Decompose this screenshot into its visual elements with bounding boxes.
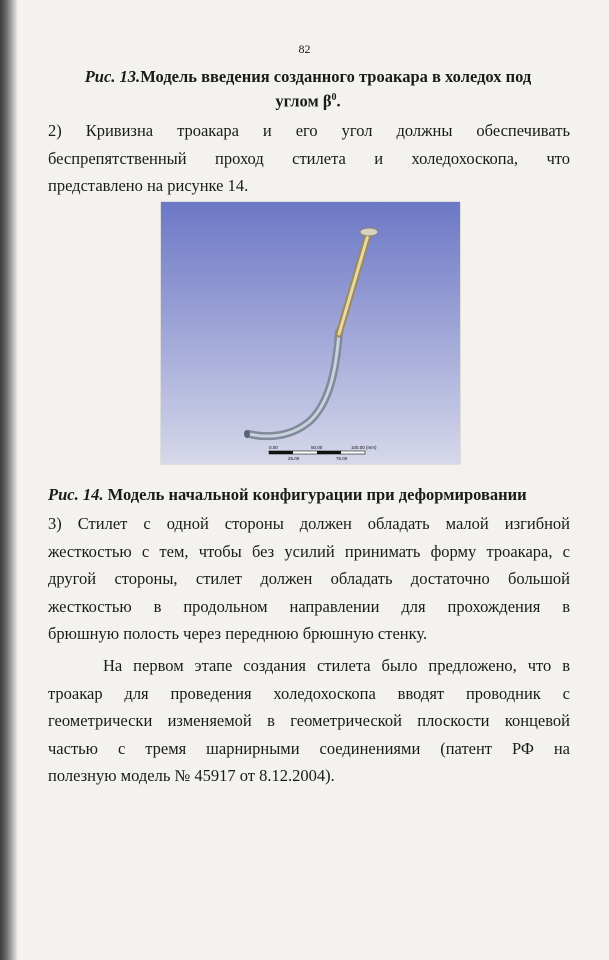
figure-13-text-2: углом β xyxy=(275,91,332,111)
paragraph-4 xyxy=(48,652,570,790)
paragraph-3-line: жесткостью с тем, чтобы без усилий принимать форму троакара, с xyxy=(48,541,570,561)
figure-14-image xyxy=(161,202,460,464)
paragraph-4-line: частью с тремя шарнирными соединениями (патент РФ на xyxy=(48,738,570,758)
paragraph-3-line: жесткостью в продольном направлении для прохождения в xyxy=(48,596,570,616)
scale-bar xyxy=(269,445,377,461)
paragraph-2-line: беспрепятственный проход стилета и холедохоскопа, что xyxy=(48,148,570,168)
figure-13-tail: . xyxy=(336,91,341,111)
figure-13-caption xyxy=(48,66,568,112)
scan-edge-shadow xyxy=(0,0,18,960)
figure-14-caption xyxy=(48,484,578,505)
paragraph-4-line: полезную модель № 45917 от 8.12.2004). xyxy=(48,766,335,785)
paragraph-2 xyxy=(48,117,570,200)
trocar-tube xyxy=(249,332,339,436)
paragraph-3-line: брюшную полость через переднюю брюшную стенку. xyxy=(48,624,428,643)
paragraph-4-line: троакар для проведения холедохоскопа вводят проводник с xyxy=(48,683,570,703)
paragraph-4-line: геометрически изменяемой в геометрической плоскости концевой xyxy=(48,711,570,730)
paragraph-3-line: 3) Стилет с одной стороны должен обладать малой изгибной xyxy=(48,514,570,533)
paragraph-3-line: другой стороны, стилет должен обладать достаточно большой xyxy=(48,569,570,588)
paragraph-2-line: представлено на рисунке 14. xyxy=(48,176,249,195)
scale-tick-label: 50.00 xyxy=(311,445,323,450)
figure-14-label: Рис. 14. xyxy=(48,485,104,504)
figure-14-text: Модель начальной конфигурации при деформировании xyxy=(107,485,527,504)
paragraph-3 xyxy=(48,510,570,648)
tube-tip xyxy=(244,430,250,438)
figure-13-text: Модель введения созданного троакара в холедох под xyxy=(140,67,532,86)
paragraph-4-line: На первом этапе создания стилета было предложено, что в xyxy=(103,656,570,675)
trocar-tube-highlight xyxy=(249,332,339,436)
stylet-model-illustration xyxy=(161,202,460,464)
figure-13-label: Рис. 13. xyxy=(84,67,141,86)
scale-tick-label: 25.00 xyxy=(288,456,300,461)
scale-tick-label: 0.00 xyxy=(269,445,278,450)
stylet-head xyxy=(360,228,378,236)
scale-tick-label: 100.00 (mm) xyxy=(351,445,377,450)
stylet-rod-highlight xyxy=(339,235,368,334)
paragraph-2-line: 2) Кривизна троакара и его угол должны обеспечивать xyxy=(48,121,570,140)
figure-13-superscript: 0 xyxy=(331,92,337,103)
scale-tick-label: 75.00 xyxy=(336,456,348,461)
page-number: 82 xyxy=(298,42,311,56)
